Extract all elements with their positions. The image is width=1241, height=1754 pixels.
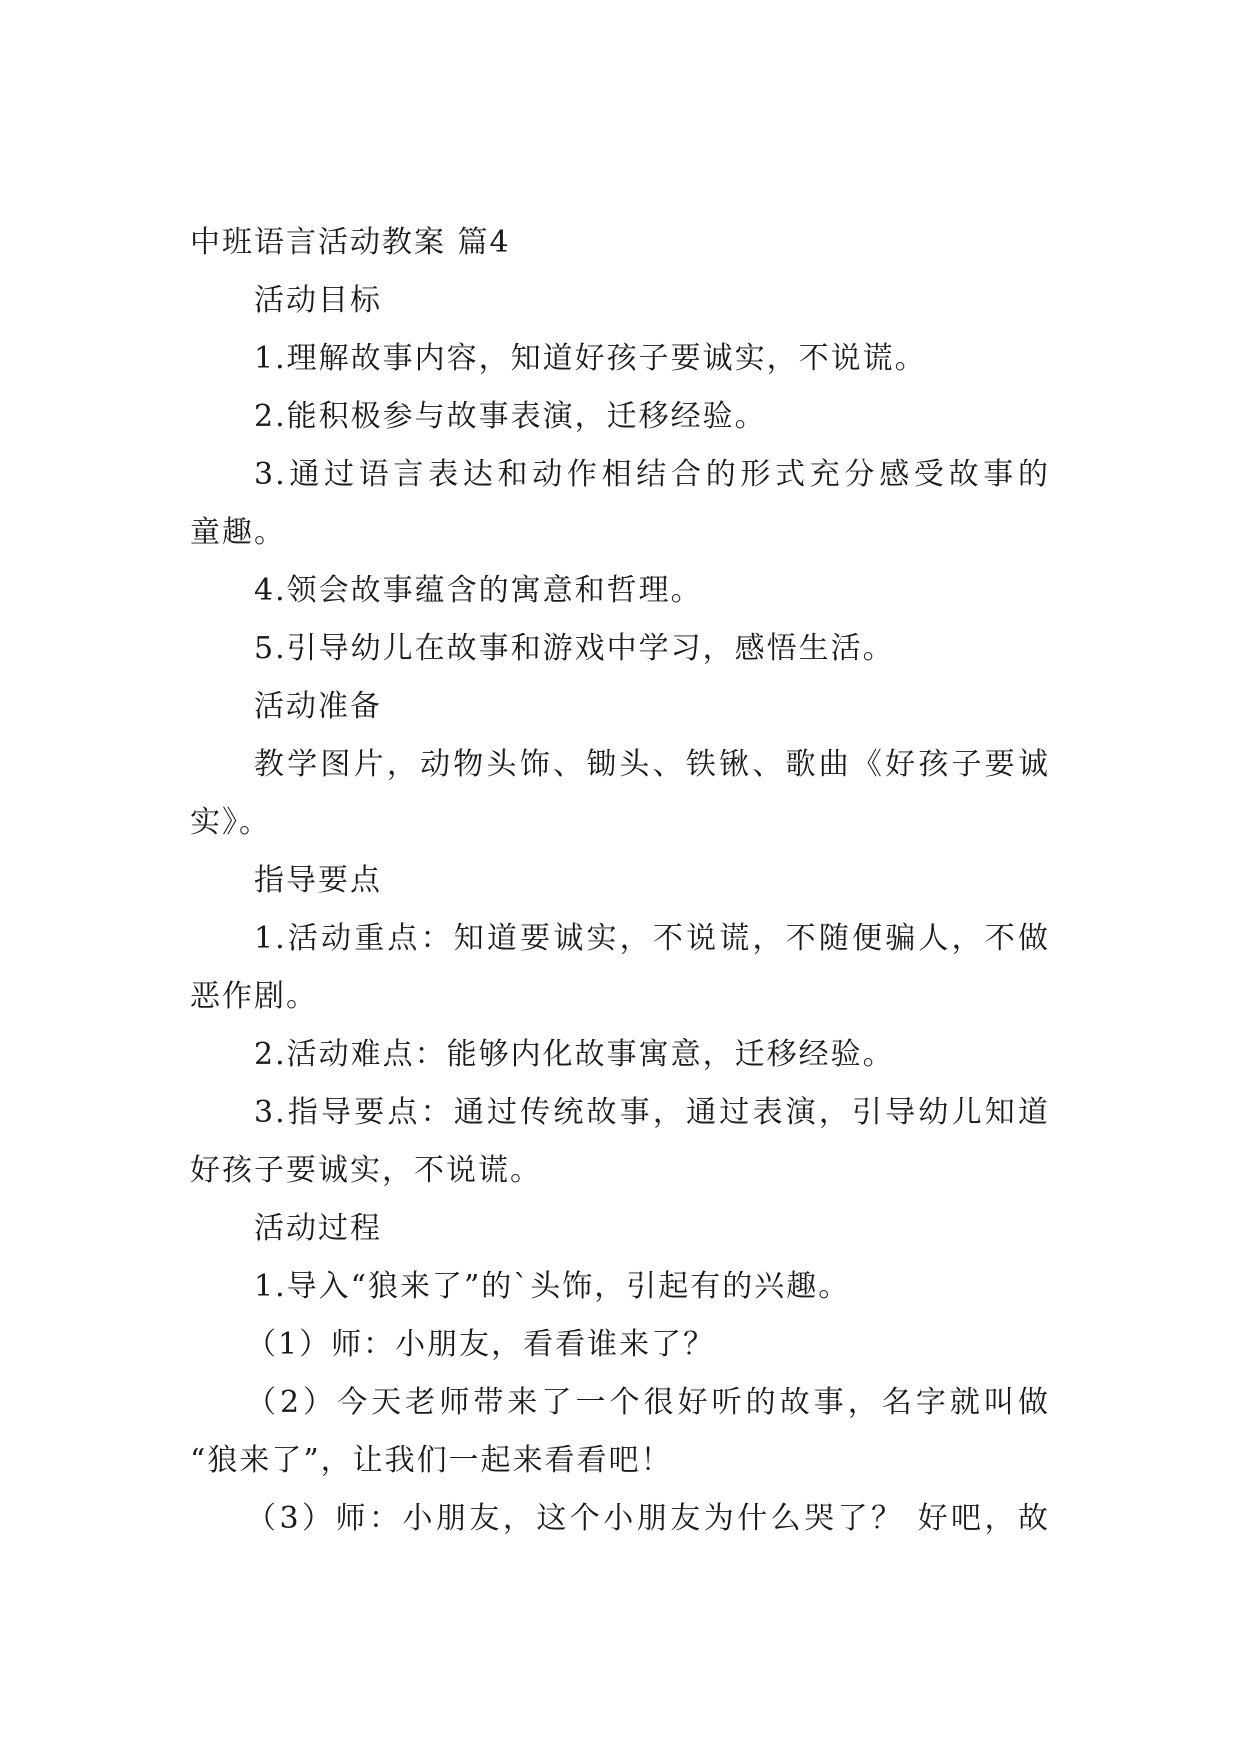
guidance-line-3-continuation: 好孩子要诚实，不说谎。 — [190, 1153, 542, 1188]
document-title: 中班语言活动教案 篇4 — [190, 225, 511, 260]
process-line-3: （2）今天老师带来了一个很好听的故事，名字就叫做 — [246, 1385, 1050, 1420]
document-body — [190, 214, 1050, 1548]
guidance-line-3: 3.指导要点：通过传统故事，通过表演，引导幼儿知道 — [254, 1095, 1050, 1130]
goal-item-1: 1.理解故事内容，知道好孩子要诚实，不说谎。 — [254, 341, 927, 376]
guidance-line-1: 1.活动重点：知道要诚实，不说谎，不随便骗人，不做 — [254, 921, 1050, 956]
goal-item-4: 4.领会故事蕴含的寓意和哲理。 — [254, 573, 703, 608]
preparation-line-1: 教学图片，动物头饰、锄头、铁锹、歌曲《好孩子要诚 — [254, 747, 1050, 782]
process-line-2: （1）师：小朋友，看看谁来了？ — [246, 1327, 716, 1362]
section-heading-preparation: 活动准备 — [254, 689, 382, 724]
section-heading-goals: 活动目标 — [254, 283, 382, 318]
process-line-4: （3）师：小朋友，这个小朋友为什么哭了？ 好吧，故 — [246, 1501, 1050, 1536]
guidance-line-1-continuation: 恶作剧。 — [190, 979, 318, 1014]
guidance-line-2: 2.活动难点：能够内化故事寓意，迁移经验。 — [254, 1037, 895, 1072]
goal-item-3-continuation: 童趣。 — [190, 515, 286, 550]
goal-item-3: 3.通过语言表达和动作相结合的形式充分感受故事的 — [254, 457, 1050, 492]
goal-item-2: 2.能积极参与故事表演，迁移经验。 — [254, 399, 767, 434]
section-heading-guidance: 指导要点 — [254, 863, 382, 898]
preparation-line-2: 实》。 — [190, 805, 271, 840]
section-heading-process: 活动过程 — [254, 1211, 382, 1246]
process-line-3-continuation: “狼来了”，让我们一起来看看吧！ — [190, 1443, 673, 1478]
process-line-1: 1.导入“狼来了”的`头饰，引起有的兴趣。 — [254, 1269, 851, 1304]
goal-item-5: 5.引导幼儿在故事和游戏中学习，感悟生活。 — [254, 631, 895, 666]
